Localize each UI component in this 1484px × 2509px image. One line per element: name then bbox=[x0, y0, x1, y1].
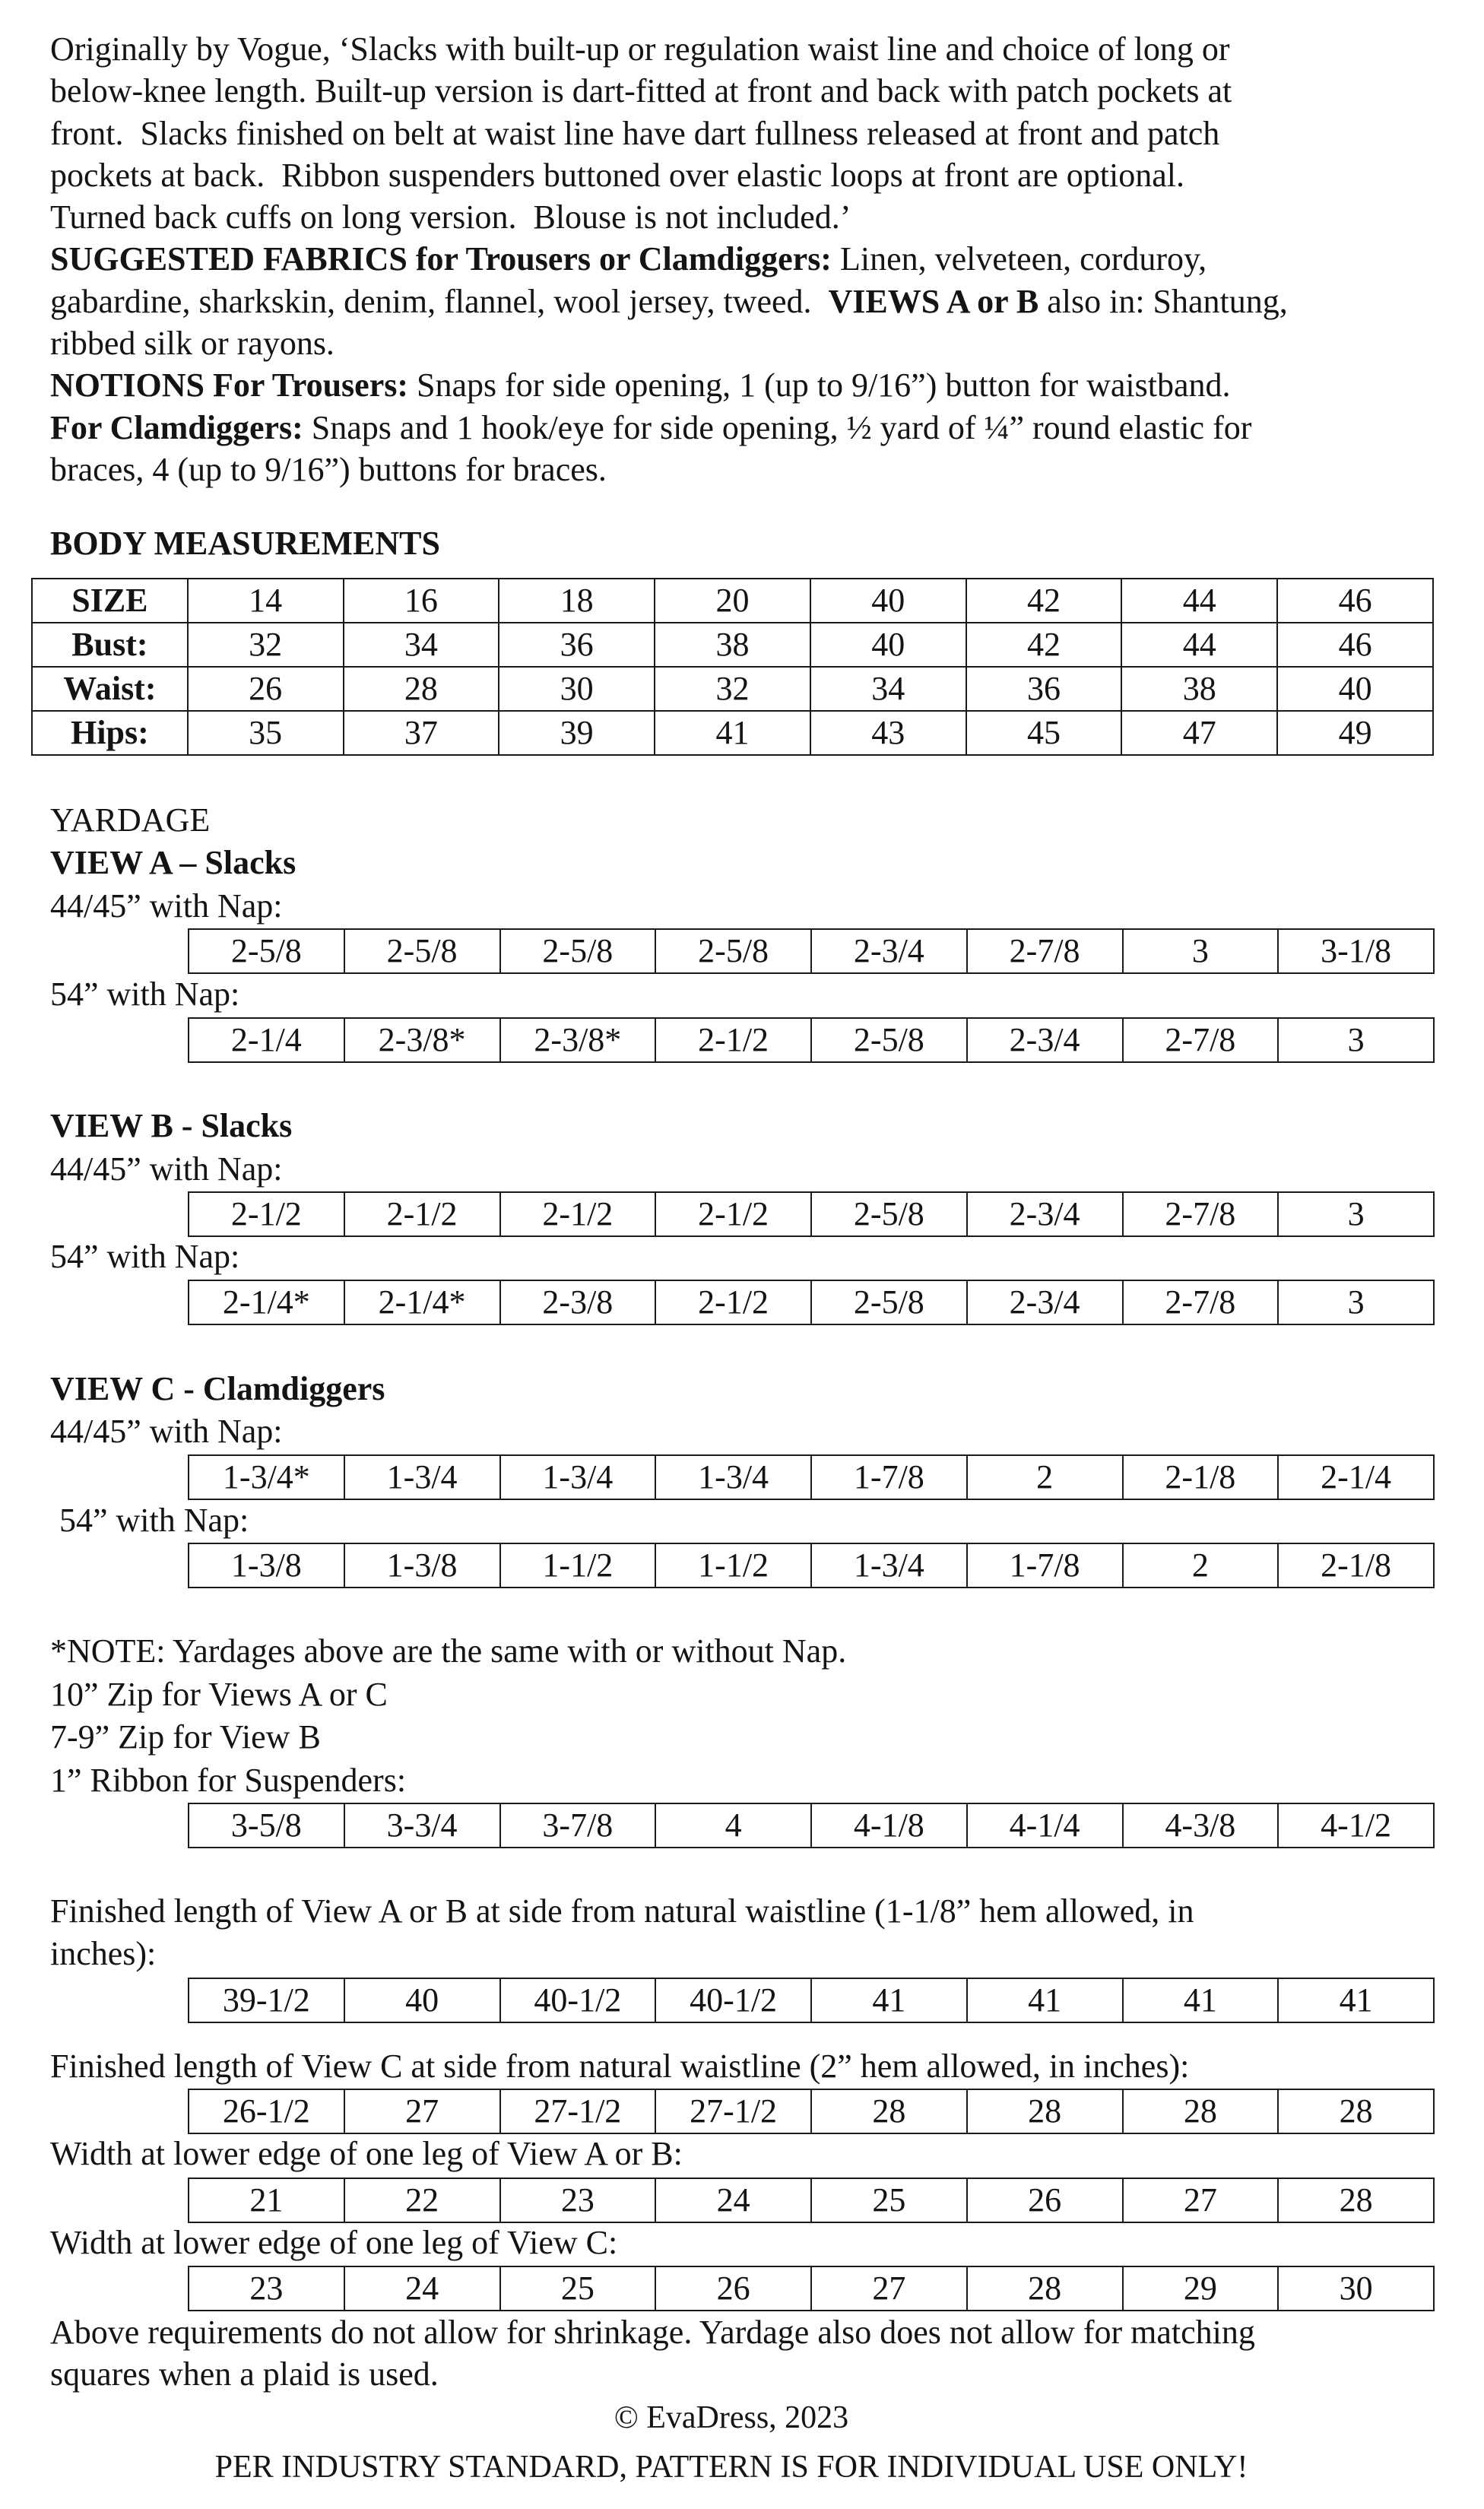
table-row bbox=[32, 579, 1433, 623]
table-row bbox=[189, 2178, 1434, 2222]
copyright: © EvaDress, 2023 bbox=[614, 2400, 849, 2435]
value-cell: 30 bbox=[499, 667, 655, 711]
value-cell: 25 bbox=[811, 2178, 967, 2222]
value-cell: 36 bbox=[966, 667, 1122, 711]
value-cell: 2-5/8 bbox=[811, 1280, 967, 1324]
text-segment: below-knee length. Built-up version is dart-fitted at front and back with patch pockets at bbox=[50, 72, 1232, 110]
zip-view-b: 7-9” Zip for View B bbox=[50, 1718, 321, 1756]
value-cell: 2-1/2 bbox=[655, 1280, 811, 1324]
value-cell: 2-1/2 bbox=[500, 1192, 656, 1236]
value-cell: 2-7/8 bbox=[1123, 1192, 1279, 1236]
value-cell: 43 bbox=[810, 711, 966, 755]
value-cell: 23 bbox=[189, 2266, 344, 2311]
value-cell: 2-5/8 bbox=[811, 1018, 967, 1062]
value-cell: 32 bbox=[655, 667, 810, 711]
value-cell: 23 bbox=[500, 2178, 656, 2222]
view-b-54-label: 54” with Nap: bbox=[50, 1238, 240, 1275]
row-label-cell: Bust: bbox=[32, 623, 188, 667]
value-cell: 4-1/4 bbox=[967, 1803, 1123, 1848]
value-cell: 28 bbox=[1123, 2089, 1279, 2133]
text-segment: Originally by Vogue, ‘Slacks with built-up or regulation waist line and choice of long or bbox=[50, 30, 1230, 68]
value-cell: 18 bbox=[499, 579, 655, 623]
value-cell: 28 bbox=[967, 2266, 1123, 2311]
value-cell: 2-3/8* bbox=[344, 1018, 500, 1062]
value-cell: 26 bbox=[188, 667, 344, 711]
value-cell: 2-3/4 bbox=[967, 1018, 1123, 1062]
width-c-table bbox=[188, 2266, 1435, 2311]
value-cell: 2-5/8 bbox=[189, 929, 344, 973]
table-row bbox=[189, 1192, 1434, 1236]
value-cell: 4-1/2 bbox=[1278, 1803, 1434, 1848]
description-line bbox=[50, 449, 1288, 490]
table-row bbox=[189, 1280, 1434, 1324]
description-line bbox=[50, 70, 1288, 112]
value-cell: 41 bbox=[1123, 1978, 1279, 2022]
value-cell: 14 bbox=[188, 579, 344, 623]
value-cell: 2-1/2 bbox=[655, 1018, 811, 1062]
value-cell: 1-3/4 bbox=[500, 1455, 656, 1499]
value-cell: 42 bbox=[966, 623, 1122, 667]
value-cell: 4-1/8 bbox=[811, 1803, 967, 1848]
value-cell: 27 bbox=[811, 2266, 967, 2311]
view-b-44-yardage-table bbox=[188, 1191, 1435, 1237]
table-row bbox=[189, 1018, 1434, 1062]
value-cell: 34 bbox=[344, 623, 499, 667]
value-cell: 3 bbox=[1278, 1192, 1434, 1236]
view-b-54-yardage-table bbox=[188, 1280, 1435, 1325]
value-cell: 24 bbox=[655, 2178, 811, 2222]
ribbon-label: 1” Ribbon for Suspenders: bbox=[50, 1762, 407, 1799]
bold-label: NOTIONS For Trousers: bbox=[50, 366, 409, 404]
value-cell: 1-3/8 bbox=[344, 1543, 500, 1588]
value-cell: 22 bbox=[344, 2178, 500, 2222]
value-cell: 16 bbox=[344, 579, 499, 623]
description-line bbox=[50, 322, 1288, 364]
description-line bbox=[50, 196, 1288, 238]
value-cell: 2-3/4 bbox=[967, 1192, 1123, 1236]
bold-label: VIEWS A or B bbox=[828, 282, 1039, 320]
row-label-cell: Hips: bbox=[32, 711, 188, 755]
value-cell: 40 bbox=[344, 1978, 500, 2022]
table-row bbox=[32, 711, 1433, 755]
disclaimer-line-2: squares when a plaid is used. bbox=[50, 2355, 439, 2393]
value-cell: 30 bbox=[1278, 2266, 1434, 2311]
value-cell: 40 bbox=[1277, 667, 1433, 711]
value-cell: 2-1/2 bbox=[655, 1192, 811, 1236]
finished-length-ab-label-line-2: inches): bbox=[50, 1935, 157, 1972]
value-cell: 37 bbox=[344, 711, 499, 755]
view-a-title: VIEW A – Slacks bbox=[50, 844, 296, 881]
view-b-44-label: 44/45” with Nap: bbox=[50, 1150, 283, 1188]
value-cell: 49 bbox=[1277, 711, 1433, 755]
value-cell: 1-7/8 bbox=[967, 1543, 1123, 1588]
value-cell: 42 bbox=[966, 579, 1122, 623]
value-cell: 40-1/2 bbox=[655, 1978, 811, 2022]
finished-length-ab-label-line-1: Finished length of View A or B at side from natural waistline (1-1/8” hem allowed, in bbox=[50, 1892, 1194, 1930]
value-cell: 46 bbox=[1277, 623, 1433, 667]
value-cell: 28 bbox=[967, 2089, 1123, 2133]
value-cell: 2-1/8 bbox=[1123, 1455, 1279, 1499]
value-cell: 2-1/2 bbox=[344, 1192, 500, 1236]
value-cell: 40-1/2 bbox=[500, 1978, 656, 2022]
value-cell: 21 bbox=[189, 2178, 344, 2222]
value-cell: 1-3/4* bbox=[189, 1455, 344, 1499]
width-ab-label: Width at lower edge of one leg of View A or B: bbox=[50, 2135, 683, 2172]
text-segment: Snaps for side opening, 1 (up to 9/16”) button for waistband. bbox=[408, 366, 1231, 404]
description-line bbox=[50, 113, 1288, 154]
value-cell: 4-3/8 bbox=[1123, 1803, 1279, 1848]
value-cell: 1-1/2 bbox=[655, 1543, 811, 1588]
value-cell: 41 bbox=[811, 1978, 967, 2022]
text-segment: also in: Shantung, bbox=[1038, 282, 1288, 320]
bold-label: For Clamdiggers: bbox=[50, 408, 303, 446]
value-cell: 2-7/8 bbox=[1123, 1280, 1279, 1324]
bold-label: SUGGESTED FABRICS for Trousers or Clamdiggers: bbox=[50, 240, 832, 278]
table-row bbox=[189, 1803, 1434, 1848]
description-line bbox=[50, 407, 1288, 449]
value-cell: 4 bbox=[655, 1803, 811, 1848]
table-row bbox=[189, 1543, 1434, 1588]
value-cell: 41 bbox=[967, 1978, 1123, 2022]
value-cell: 28 bbox=[1278, 2089, 1434, 2133]
value-cell: 3-7/8 bbox=[500, 1803, 656, 1848]
value-cell: 40 bbox=[810, 579, 966, 623]
zip-views-a-c: 10” Zip for Views A or C bbox=[50, 1676, 388, 1713]
value-cell: 38 bbox=[655, 623, 810, 667]
table-row bbox=[189, 2266, 1434, 2311]
value-cell: 2-3/4 bbox=[811, 929, 967, 973]
description-line bbox=[50, 238, 1288, 280]
disclaimer-line-1: Above requirements do not allow for shrinkage. Yardage also does not allow for matching bbox=[50, 2314, 1255, 2351]
view-a-44-label: 44/45” with Nap: bbox=[50, 887, 283, 925]
table-row bbox=[189, 929, 1434, 973]
text-segment: Turned back cuffs on long version. Blouse is not included.’ bbox=[50, 198, 851, 236]
description-line bbox=[50, 281, 1288, 322]
value-cell: 2-1/2 bbox=[189, 1192, 344, 1236]
value-cell: 41 bbox=[655, 711, 810, 755]
license-notice: PER INDUSTRY STANDARD, PATTERN IS FOR INDIVIDUAL USE ONLY! bbox=[214, 2450, 1248, 2485]
value-cell: 46 bbox=[1277, 579, 1433, 623]
value-cell: 2-1/8 bbox=[1278, 1543, 1434, 1588]
description-line bbox=[50, 28, 1288, 70]
value-cell: 28 bbox=[344, 667, 499, 711]
finished-length-c-table bbox=[188, 2089, 1435, 2134]
value-cell: 41 bbox=[1278, 1978, 1434, 2022]
value-cell: 3 bbox=[1278, 1018, 1434, 1062]
view-c-54-label: 54” with Nap: bbox=[59, 1502, 249, 1539]
value-cell: 28 bbox=[811, 2089, 967, 2133]
text-segment: Linen, velveteen, corduroy, bbox=[831, 240, 1207, 278]
table-row bbox=[32, 667, 1433, 711]
value-cell: 1-7/8 bbox=[811, 1455, 967, 1499]
description-line bbox=[50, 364, 1288, 406]
view-c-title: VIEW C - Clamdiggers bbox=[50, 1370, 385, 1407]
text-segment: ribbed silk or rayons. bbox=[50, 325, 335, 363]
value-cell: 44 bbox=[1121, 623, 1277, 667]
description-line bbox=[50, 154, 1288, 196]
table-row bbox=[189, 1455, 1434, 1499]
value-cell: 24 bbox=[344, 2266, 500, 2311]
body-measurements-table bbox=[31, 578, 1434, 756]
row-label-cell: SIZE bbox=[32, 579, 188, 623]
table-row bbox=[189, 2089, 1434, 2133]
value-cell: 2-1/4 bbox=[1278, 1455, 1434, 1499]
value-cell: 2-7/8 bbox=[967, 929, 1123, 973]
finished-length-ab-table bbox=[188, 1978, 1435, 2023]
value-cell: 2-3/4 bbox=[967, 1280, 1123, 1324]
view-c-54-yardage-table bbox=[188, 1543, 1435, 1588]
value-cell: 2-5/8 bbox=[500, 929, 656, 973]
view-c-44-label: 44/45” with Nap: bbox=[50, 1413, 283, 1450]
value-cell: 2-7/8 bbox=[1123, 1018, 1279, 1062]
view-c-44-yardage-table bbox=[188, 1454, 1435, 1500]
value-cell: 44 bbox=[1121, 579, 1277, 623]
row-label-cell: Waist: bbox=[32, 667, 188, 711]
value-cell: 2 bbox=[967, 1455, 1123, 1499]
value-cell: 47 bbox=[1121, 711, 1277, 755]
view-b-title: VIEW B - Slacks bbox=[50, 1107, 293, 1144]
value-cell: 1-3/4 bbox=[811, 1543, 967, 1588]
value-cell: 29 bbox=[1123, 2266, 1279, 2311]
value-cell: 2-5/8 bbox=[811, 1192, 967, 1236]
value-cell: 27-1/2 bbox=[500, 2089, 656, 2133]
body-measurements-title: BODY MEASUREMENTS bbox=[50, 525, 440, 562]
value-cell: 32 bbox=[188, 623, 344, 667]
value-cell: 26 bbox=[655, 2266, 811, 2311]
value-cell: 2 bbox=[1123, 1543, 1279, 1588]
finished-length-c-label: Finished length of View C at side from natural waistline (2” hem allowed, in inches): bbox=[50, 2047, 1190, 2085]
value-cell: 45 bbox=[966, 711, 1122, 755]
value-cell: 2-1/4* bbox=[344, 1280, 500, 1324]
value-cell: 28 bbox=[1278, 2178, 1434, 2222]
value-cell: 1-3/8 bbox=[189, 1543, 344, 1588]
nap-note: *NOTE: Yardages above are the same with or without Nap. bbox=[50, 1632, 847, 1670]
view-a-54-label: 54” with Nap: bbox=[50, 975, 240, 1013]
value-cell: 39-1/2 bbox=[189, 1978, 344, 2022]
value-cell: 1-3/4 bbox=[344, 1455, 500, 1499]
value-cell: 3-1/8 bbox=[1278, 929, 1434, 973]
width-ab-table bbox=[188, 2178, 1435, 2223]
value-cell: 40 bbox=[810, 623, 966, 667]
yardage-title: YARDAGE bbox=[50, 801, 211, 839]
value-cell: 2-3/8* bbox=[500, 1018, 656, 1062]
value-cell: 25 bbox=[500, 2266, 656, 2311]
value-cell: 1-1/2 bbox=[500, 1543, 656, 1588]
value-cell: 36 bbox=[499, 623, 655, 667]
text-segment: Snaps and 1 hook/eye for side opening, ½ yard of ¼” round elastic for bbox=[303, 408, 1252, 446]
ribbon-yardage-table bbox=[188, 1803, 1435, 1848]
value-cell: 3 bbox=[1123, 929, 1279, 973]
value-cell: 38 bbox=[1121, 667, 1277, 711]
value-cell: 2-1/4 bbox=[189, 1018, 344, 1062]
table-row bbox=[189, 1978, 1434, 2022]
value-cell: 35 bbox=[188, 711, 344, 755]
value-cell: 26-1/2 bbox=[189, 2089, 344, 2133]
value-cell: 27 bbox=[1123, 2178, 1279, 2222]
text-segment: braces, 4 (up to 9/16”) buttons for braces. bbox=[50, 450, 607, 488]
value-cell: 3 bbox=[1278, 1280, 1434, 1324]
value-cell: 26 bbox=[967, 2178, 1123, 2222]
text-segment: front. Slacks finished on belt at waist line have dart fullness released at front and patch bbox=[50, 114, 1220, 152]
value-cell: 1-3/4 bbox=[655, 1455, 811, 1499]
value-cell: 27 bbox=[344, 2089, 500, 2133]
value-cell: 2-3/8 bbox=[500, 1280, 656, 1324]
value-cell: 39 bbox=[499, 711, 655, 755]
value-cell: 34 bbox=[810, 667, 966, 711]
value-cell: 2-5/8 bbox=[344, 929, 500, 973]
value-cell: 2-1/4* bbox=[189, 1280, 344, 1324]
text-segment: pockets at back. Ribbon suspenders buttoned over elastic loops at front are optional. bbox=[50, 156, 1184, 194]
value-cell: 3-3/4 bbox=[344, 1803, 500, 1848]
value-cell: 20 bbox=[655, 579, 810, 623]
pattern-description bbox=[50, 28, 1288, 490]
width-c-label: Width at lower edge of one leg of View C: bbox=[50, 2224, 618, 2261]
value-cell: 2-5/8 bbox=[655, 929, 811, 973]
value-cell: 3-5/8 bbox=[189, 1803, 344, 1848]
text-segment: gabardine, sharkskin, denim, flannel, wool jersey, tweed. bbox=[50, 282, 829, 320]
view-a-54-yardage-table bbox=[188, 1017, 1435, 1063]
view-a-44-yardage-table bbox=[188, 928, 1435, 974]
table-row bbox=[32, 623, 1433, 667]
value-cell: 27-1/2 bbox=[655, 2089, 811, 2133]
